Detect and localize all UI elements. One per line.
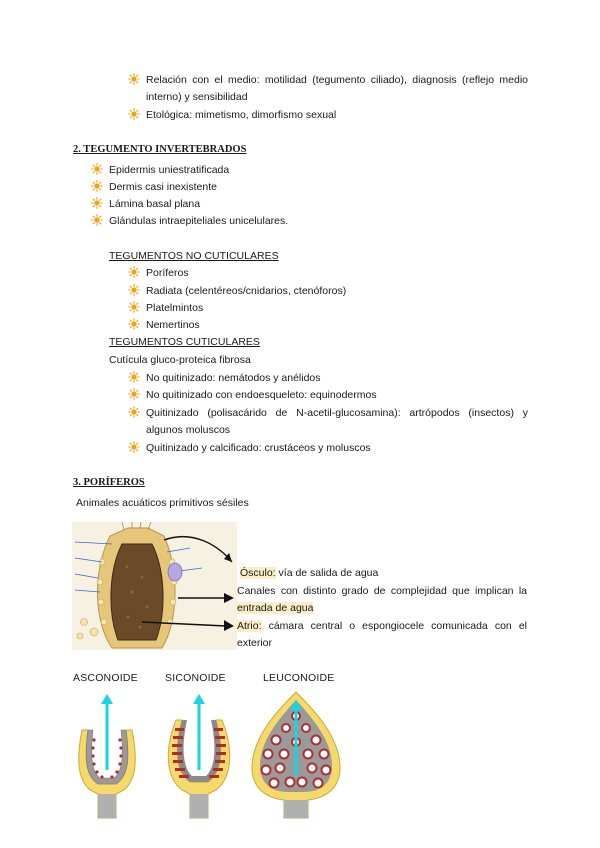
list-item-text: Nemertinos — [146, 319, 200, 331]
subsection-title: TEGUMENTOS CUTICULARES — [109, 336, 260, 348]
osculo-line — [240, 565, 378, 582]
section-heading: 3. PORÍFEROS — [73, 477, 145, 488]
sun-bullet-icon — [128, 441, 140, 453]
asconoide-flow-arrowhead — [101, 694, 113, 704]
list-item-text: Poríferos — [146, 267, 189, 279]
siconoide-diagram — [164, 690, 234, 820]
asconoide-base — [98, 794, 116, 818]
list-item — [128, 72, 528, 106]
intro-text: Animales acuáticos primitivos sésiles — [76, 497, 249, 509]
list-item — [91, 162, 229, 179]
subsection-title: TEGUMENTOS NO CUTICULARES — [109, 250, 279, 262]
atrio-text: cámara central o espongiocele comunicada con el exterior — [237, 620, 527, 649]
sun-bullet-icon — [128, 388, 140, 400]
sun-bullet-icon — [91, 180, 103, 192]
list-item — [128, 405, 528, 439]
type-caption-siconoide: SICONOIDE — [165, 672, 226, 684]
canales-text: Canales con distinto grado de complejidad que implican la — [237, 585, 527, 597]
list-item — [128, 440, 371, 457]
siconoide-flow-arrowhead — [193, 694, 205, 704]
asconoide-diagram — [72, 690, 142, 820]
sun-bullet-icon — [91, 197, 103, 209]
list-item — [128, 283, 346, 300]
list-item-text: No quitinizado: nemátodos y anélidos — [146, 372, 321, 384]
leuconoide-base — [284, 800, 308, 818]
list-item — [128, 370, 321, 387]
sun-bullet-icon — [128, 266, 140, 278]
list-item-text: Glándulas intraepiteliales unicelulares. — [109, 215, 289, 227]
list-item — [128, 387, 377, 404]
canales-line — [237, 583, 527, 617]
list-item-text: Lámina basal plana — [109, 198, 201, 210]
amoebocyte-cell — [168, 563, 182, 581]
subsection-subtitle: Cutícula gluco-proteica fibrosa — [109, 354, 251, 366]
list-item-text: Epidermis uniestratificada — [109, 164, 230, 176]
list-item — [128, 107, 528, 124]
list-item-text: Dermis casi inexistente — [109, 181, 217, 193]
list-item — [91, 179, 217, 196]
sun-bullet-icon — [128, 284, 140, 296]
list-item-text: Quitinizado y calcificado: crustáceos y moluscos — [146, 442, 371, 454]
atrium-cavity — [111, 544, 163, 640]
osculo-label: Ósculo: — [240, 567, 276, 579]
list-item — [128, 300, 203, 317]
siconoide-base — [190, 794, 208, 818]
list-item-text: Etológica: mimetismo, dimorfismo sexual — [146, 109, 337, 121]
list-item — [91, 196, 200, 213]
sun-bullet-icon — [128, 73, 140, 85]
sun-bullet-icon — [128, 108, 140, 120]
sun-bullet-icon — [128, 406, 140, 418]
list-item — [128, 265, 189, 282]
osculo-text: vía de salida de agua — [275, 567, 379, 579]
list-item-text: Platelmintos — [146, 302, 204, 314]
sun-bullet-icon — [91, 163, 103, 175]
list-item — [128, 317, 200, 334]
sun-bullet-icon — [128, 371, 140, 383]
type-caption-asconoide: ASCONOIDE — [73, 672, 138, 684]
leuconoide-diagram — [246, 688, 346, 820]
atrio-line — [237, 618, 527, 652]
sun-bullet-icon — [128, 301, 140, 313]
canales-highlight: entrada de agua — [237, 602, 314, 614]
section-heading: 2. TEGUMENTO INVERTEBRADOS — [73, 144, 247, 155]
atrio-label: Atrio: — [237, 620, 262, 632]
sun-bullet-icon — [91, 214, 103, 226]
list-item-text: Quitinizado (polisacárido de N-acetil-glucosamina): artrópodos (insectos) y algunos moluscos — [146, 407, 528, 436]
list-item — [91, 213, 288, 230]
sun-bullet-icon — [128, 318, 140, 330]
type-caption-leuconoide: LEUCONOIDE — [263, 672, 335, 684]
list-item-text: Relación con el medio: motilidad (tegumento ciliado), diagnosis (reflejo medio interno) y sensibilidad — [146, 74, 528, 103]
list-item-text: No quitinizado con endoesqueleto: equinodermos — [146, 389, 377, 401]
list-item-text: Radiata (celentéreos/cnidarios, ctenóforos) — [146, 285, 347, 297]
